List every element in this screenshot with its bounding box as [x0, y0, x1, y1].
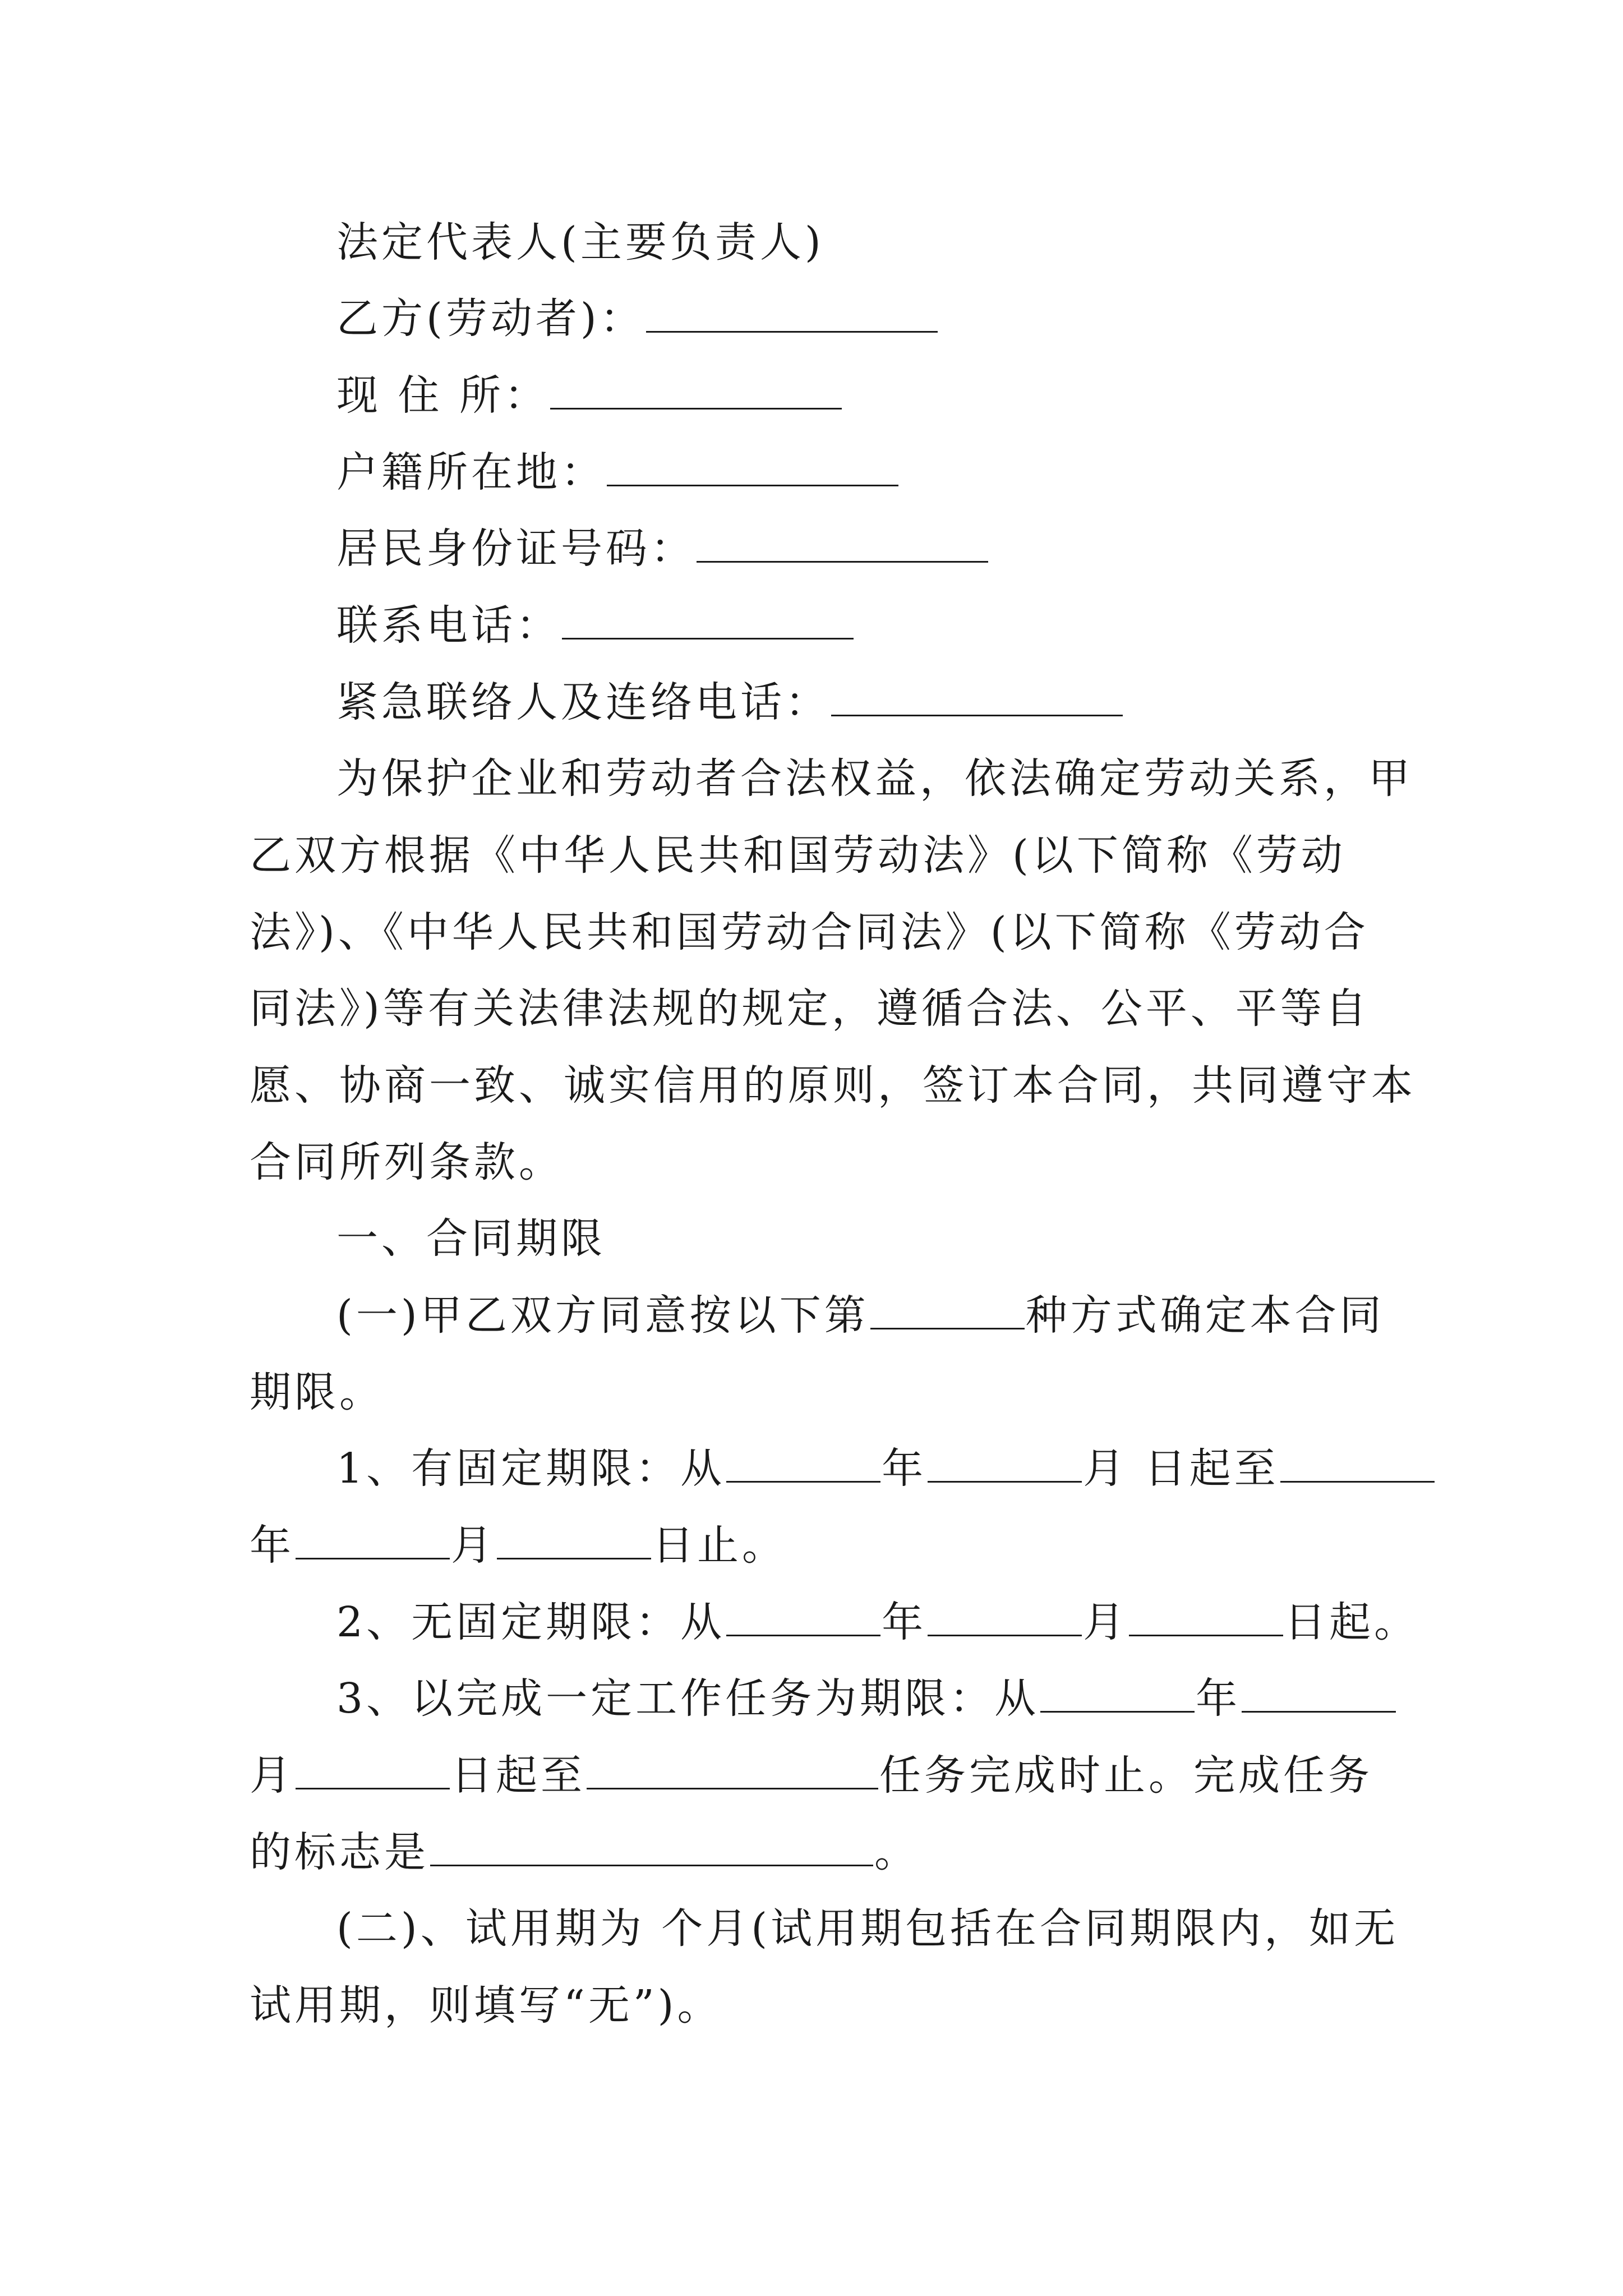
fixed-term-line-cont: 年 月 日止。 [250, 1521, 787, 1570]
emergency-contact-line: 紧急联络人及连络电话： [336, 682, 1124, 723]
emergency-contact-blank[interactable] [831, 682, 1123, 716]
task-start-month-blank[interactable] [1242, 1678, 1396, 1713]
party-b-blank[interactable] [646, 298, 938, 333]
id-number-line: 居民身份证号码： [336, 528, 989, 569]
paragraph-line: 同法》)等有关法律法规的规定，遵循合法、公平、平等自 [250, 984, 1370, 1033]
task-completion-mark-blank[interactable] [430, 1832, 873, 1866]
task-term-line-cont: 月 日起至 任务完成时止。完成任务 [250, 1751, 1373, 1800]
task-term-line: 3、以完成一定工作任务为期限：从 年 [336, 1678, 1397, 1719]
open-term-line: 2、无固定期限：从 年 月 日起。 [336, 1598, 1419, 1646]
residence-blank[interactable] [550, 375, 842, 409]
task-term-line-cont2: 的标志是 。 [250, 1828, 919, 1876]
fixed-end-month-blank[interactable] [296, 1525, 450, 1559]
household-line: 户籍所在地： [336, 452, 900, 493]
id-number-blank[interactable] [697, 528, 988, 563]
fixed-term-line: 1、有固定期限：从 年 月 日起至 [336, 1448, 1436, 1489]
phone-line: 联系电话： [336, 605, 855, 646]
residence-line: 现 住 所： [336, 375, 843, 416]
task-start-day-blank[interactable] [296, 1755, 450, 1789]
probation-line: (二)、试用期为 个月(试用期包括在合同期限内，如无 [336, 1904, 1399, 1953]
term-choice-blank[interactable] [870, 1295, 1025, 1329]
party-b-line: 乙方(劳动者)： [336, 298, 939, 339]
open-start-year-blank[interactable] [726, 1602, 880, 1636]
paragraph-line: 愿、协商一致、诚实信用的原则，签订本合同，共同遵守本 [250, 1061, 1416, 1110]
paragraph-line: 法》)、《中华人民共和国劳动合同法》(以下简称《劳动合 [250, 908, 1369, 956]
term-choice-line-cont: 期限。 [250, 1368, 384, 1416]
term-choice-line: (一)甲乙双方同意按以下第 种方式确定本合同 [336, 1291, 1385, 1340]
fixed-end-day-blank[interactable] [497, 1525, 651, 1559]
paragraph-line: 乙双方根据《中华人民共和国劳动法》(以下简称《劳动 [250, 831, 1346, 880]
paragraph-line: 合同所列条款。 [250, 1138, 564, 1186]
task-name-blank[interactable] [587, 1755, 878, 1789]
fixed-start-year-blank[interactable] [726, 1448, 880, 1483]
fixed-start-month-blank[interactable] [928, 1448, 1082, 1483]
legal-representative-line: 法定代表人(主要负责人) [336, 218, 824, 266]
open-start-day-blank[interactable] [1129, 1602, 1283, 1636]
household-blank[interactable] [607, 452, 898, 486]
phone-blank[interactable] [562, 605, 854, 639]
probation-line-cont: 试用期，则填写“无”)。 [250, 1981, 722, 2030]
section-heading-term: 一、合同期限 [336, 1214, 606, 1263]
task-start-year-blank[interactable] [1040, 1678, 1195, 1713]
open-start-month-blank[interactable] [928, 1602, 1082, 1636]
paragraph-line: 为保护企业和劳动者合法权益，依法确定劳动关系，甲 [336, 754, 1413, 803]
fixed-end-year-blank[interactable] [1280, 1448, 1435, 1483]
